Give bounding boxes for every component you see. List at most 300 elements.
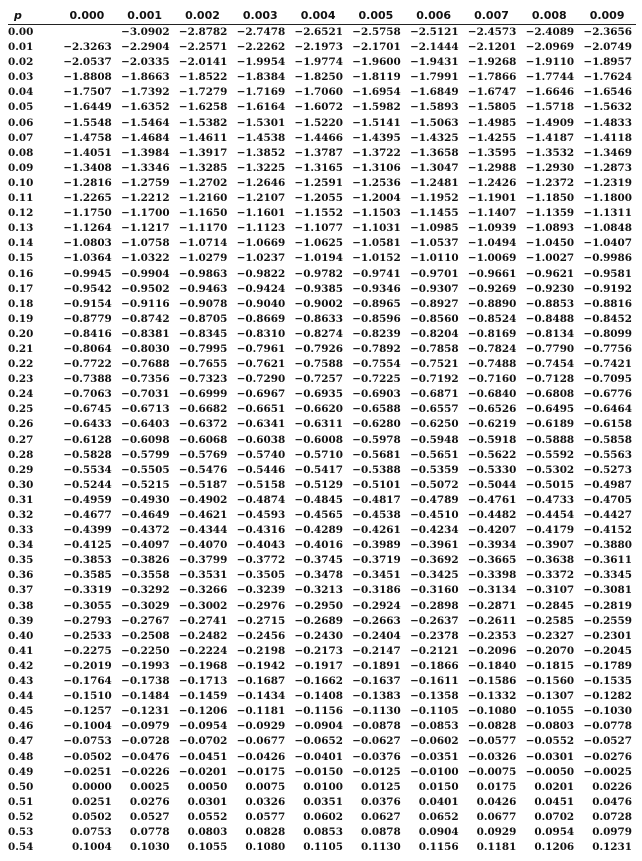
table-cell: −0.3853 [63,554,112,567]
table-cell: −0.9154 [63,297,112,310]
table-cell: −0.4070 [178,539,228,552]
table-cell: −0.9463 [178,282,228,295]
table-cell: −0.5072 [410,478,459,491]
row-label-p: 0.17 [8,282,34,295]
table-cell: −0.0954 [178,720,228,733]
table-row [8,146,636,161]
table-row [8,161,636,176]
table-cell: −1.2759 [121,176,170,189]
table-cell: −0.9116 [121,297,170,310]
table-cell: −0.9741 [352,267,401,280]
table-row [8,70,636,85]
table-cell: −0.2793 [63,614,112,627]
table-cell: −0.2404 [352,629,401,642]
table-cell: −0.6495 [525,403,575,416]
table-cell: −0.4152 [583,524,632,537]
table-cell: −0.7225 [352,373,401,386]
table-cell: −0.8779 [63,312,112,325]
table-cell: −0.1738 [121,675,170,688]
table-cell: −1.2591 [294,176,343,189]
table-cell: −0.0803 [525,720,575,733]
table-cell: −1.1552 [294,207,343,220]
table-cell: −0.3772 [236,554,286,567]
table-cell: −2.2571 [178,41,228,54]
table-row [8,719,636,734]
row-label-p: 0.37 [8,584,34,597]
row-label-p: 0.40 [8,629,34,642]
table-cell: −0.4845 [294,493,343,506]
table-cell: −0.5187 [178,478,228,491]
table-cell: −0.5330 [467,463,517,476]
table-cell: −0.9822 [236,267,286,280]
row-label-p: 0.31 [8,493,34,506]
table-row [8,25,636,41]
table-cell: 0.0075 [245,780,286,793]
table-cell: −0.2924 [352,599,401,612]
table-cell: −1.0450 [525,237,575,250]
table-cell: −0.8890 [467,297,517,310]
table-cell: −0.6557 [410,403,459,416]
table-cell: −0.5563 [583,448,632,461]
table-cell: −0.8927 [410,297,459,310]
table-cell: −1.1170 [178,222,228,235]
table-cell: 0.0602 [303,810,343,823]
row-label-p: 0.41 [8,644,34,657]
table-cell: −0.3002 [178,599,228,612]
table-cell: −0.6158 [583,418,632,431]
table-cell: −0.1637 [352,675,401,688]
table-cell: −1.3722 [352,146,401,159]
table-cell: −1.0152 [352,252,401,265]
table-cell: −0.2508 [121,629,170,642]
table-cell: −1.6546 [583,86,632,99]
table-cell: −0.4372 [121,524,170,537]
row-label-p: 0.48 [8,750,34,763]
table-cell: −0.3292 [121,584,170,597]
table-cell: −0.2045 [583,644,632,657]
table-cell: −1.1031 [352,222,401,235]
table-cell: −1.0803 [63,237,112,250]
table-cell: 0.1080 [245,841,286,854]
row-label-p: 0.29 [8,463,34,476]
table-cell: −1.0669 [236,237,286,250]
table-cell: −0.3692 [410,554,459,567]
table-cell: −0.5681 [352,448,401,461]
table-cell: −0.7095 [583,373,632,386]
table-cell: −0.4959 [63,493,112,506]
table-cell: −0.9986 [583,252,632,265]
table-cell: −0.7926 [294,342,343,355]
table-cell: −2.1973 [294,41,343,54]
table-cell: −2.0749 [583,41,632,54]
table-cell: −0.2976 [236,599,286,612]
table-cell: −1.8250 [294,71,343,84]
quantile-table [8,6,636,855]
table-cell: −0.0929 [236,720,286,733]
table-cell: −0.5978 [352,433,401,446]
table-cell: −0.2173 [294,644,343,657]
table-cell: −1.1850 [525,192,575,205]
table-cell: −0.9782 [294,267,343,280]
table-row [8,734,636,749]
table-cell: −1.7866 [467,71,517,84]
table-cell: −1.0027 [525,252,575,265]
table-cell: −0.7388 [63,373,112,386]
table-cell: −1.0364 [63,252,112,265]
table-cell: −0.7323 [178,373,228,386]
table-cell: −0.2456 [236,629,286,642]
table-cell: −0.2198 [236,644,286,657]
table-row [8,614,636,629]
table-cell: 0.0904 [418,825,459,838]
table-cell: −0.1055 [525,705,575,718]
row-label-p: 0.06 [8,116,34,129]
table-cell: −0.5388 [352,463,401,476]
table-cell: −1.2212 [121,192,170,205]
table-cell: −0.1993 [121,659,170,672]
table-cell: −0.6651 [236,403,286,416]
table-cell: −0.7488 [467,358,517,371]
table-cell: −0.0075 [467,765,517,778]
table-cell: −0.0652 [294,735,343,748]
table-cell: −0.1484 [121,690,170,703]
table-cell: −0.7961 [236,342,286,355]
table-cell: −0.7290 [236,373,286,386]
table-cell: −0.9621 [525,267,575,280]
table-cell: 0.0351 [303,795,343,808]
table-cell: −1.2265 [63,192,112,205]
table-cell: −0.8633 [294,312,343,325]
table-row [8,40,636,55]
table-cell: −0.6999 [178,388,228,401]
table-cell: −1.3408 [63,161,112,174]
table-cell: −0.8134 [525,327,575,340]
table-cell: −1.2536 [352,176,401,189]
row-label-p: 0.33 [8,524,34,537]
table-cell: −0.3989 [352,539,401,552]
table-cell: −0.2301 [583,629,632,642]
column-header-p: p [14,8,22,22]
table-cell: −0.9078 [178,297,228,310]
table-cell: 0.0276 [129,795,170,808]
table-cell: −0.4399 [63,524,112,537]
table-cell: −1.0110 [410,252,459,265]
table-row [8,327,636,342]
table-cell: −1.2426 [467,176,517,189]
table-cell: 0.0025 [129,780,170,793]
table-cell: −1.2816 [63,176,112,189]
table-cell: −1.2988 [467,161,517,174]
table-cell: −0.3907 [525,539,575,552]
table-cell: −0.5476 [178,463,228,476]
table-cell: −1.4395 [352,131,401,144]
table-cell: −0.0702 [178,735,228,748]
table-cell: 0.1105 [303,841,343,854]
table-cell: −0.3372 [525,569,575,582]
table-cell: −0.4207 [467,524,517,537]
table-cell: −0.0401 [294,750,343,763]
table-cell: −1.4118 [583,131,632,144]
table-cell: −0.5858 [583,433,632,446]
table-cell: −1.3852 [236,146,286,159]
table-row [8,191,636,206]
table-cell: −1.3285 [178,161,228,174]
table-cell: −0.9701 [410,267,459,280]
table-cell: −2.1201 [467,41,517,54]
table-cell: −0.2096 [467,644,517,657]
table-cell: −0.1687 [236,675,286,688]
row-label-p: 0.15 [8,252,34,265]
table-cell: −0.2430 [294,629,343,642]
table-cell: −0.5129 [294,478,343,491]
row-label-p: 0.01 [8,41,34,54]
table-cell: −1.5301 [236,116,286,129]
table-cell: −0.3611 [583,554,632,567]
table-cell: −1.4684 [121,131,170,144]
table-cell: −1.5464 [121,116,170,129]
table-cell: −1.4187 [525,131,575,144]
table-cell: −0.6372 [178,418,228,431]
table-cell: −0.5622 [467,448,517,461]
table-cell: −0.6526 [467,403,517,416]
table-cell: −0.5273 [583,463,632,476]
table-cell: −2.1444 [410,41,459,54]
table-cell: −0.8169 [467,327,517,340]
table-cell: 0.0677 [476,810,517,823]
table-cell: −0.1815 [525,659,575,672]
table-cell: −0.0451 [178,750,228,763]
table-cell: −1.9110 [525,56,575,69]
table-cell: −0.0552 [525,735,575,748]
table-cell: −0.2898 [410,599,459,612]
row-label-p: 0.32 [8,509,34,521]
table-cell: −0.3319 [63,584,112,597]
table-cell: −0.2611 [467,614,517,627]
table-cell: −0.6038 [236,433,286,446]
table-cell: 0.0426 [476,795,517,808]
table-cell: −0.4344 [178,524,228,537]
table-cell: −0.9661 [467,267,517,280]
table-cell: −0.3266 [178,584,228,597]
table-cell: −0.8204 [410,327,459,340]
table-cell: −0.4016 [294,539,343,552]
table-cell: −2.0969 [525,41,575,54]
table-cell: 0.1130 [361,841,401,854]
table-cell: −0.1130 [352,705,401,718]
table-cell: −0.9542 [63,282,112,295]
table-cell: −1.5382 [178,116,228,129]
table-cell: −1.4538 [236,131,286,144]
table-cell: −1.5805 [467,101,517,114]
table-cell: −1.2481 [410,176,459,189]
table-cell: −0.4125 [63,539,112,552]
table-cell: −0.5799 [121,448,170,461]
table-cell: −0.4621 [178,509,228,521]
table-cell: −0.6098 [121,433,170,446]
table-cell: −0.2663 [352,614,401,627]
row-label-p: 0.51 [8,795,34,808]
column-header: 0.009 [589,8,625,22]
table-cell: −0.6189 [525,418,575,431]
row-label-p: 0.10 [8,176,34,189]
table-cell: −1.3225 [236,161,286,174]
table-cell: 0.1055 [187,841,228,854]
table-cell: −0.6871 [410,388,459,401]
table-row [8,538,636,553]
table-cell: −0.3134 [467,584,517,597]
table-cell: −0.3081 [583,584,632,597]
column-header: 0.008 [531,8,567,22]
table-cell: 0.0803 [187,825,228,838]
table-cell: −1.2055 [294,192,343,205]
table-cell: −0.7858 [410,342,459,355]
table-cell: −2.3656 [583,26,632,38]
table-cell: −1.2873 [583,161,632,174]
row-label-p: 0.54 [8,841,34,854]
table-cell: −0.1662 [294,675,343,688]
table-cell: −0.7892 [352,342,401,355]
table-cell: −0.6128 [63,433,112,446]
table-row [8,448,636,463]
table-row [8,282,636,297]
table-cell: −0.3055 [63,599,112,612]
row-label-p: 0.05 [8,101,34,114]
row-label-p: 0.53 [8,825,34,838]
row-label-p: 0.28 [8,448,34,461]
column-header: 0.004 [300,8,336,22]
table-cell: −0.7031 [121,388,170,401]
table-row [8,236,636,251]
table-cell: −1.1700 [121,207,170,220]
row-label-p: 0.02 [8,56,34,69]
table-cell: −0.3799 [178,554,228,567]
table-cell: −1.9600 [352,56,401,69]
table-cell: −0.1891 [352,659,401,672]
table-cell: −1.9268 [467,56,517,69]
table-cell: −0.5044 [467,478,517,491]
table-cell: −0.2533 [63,629,112,642]
table-cell: −1.4985 [467,116,517,129]
row-label-p: 0.19 [8,312,34,325]
table-cell: −0.2147 [352,644,401,657]
table-cell: −0.3160 [410,584,459,597]
table-cell: −0.1004 [63,720,112,733]
table-cell: −0.2637 [410,614,459,627]
table-cell: −0.7722 [63,358,112,371]
table-cell: −0.4930 [121,493,170,506]
table-cell: −0.2741 [178,614,228,627]
table-cell: −1.2319 [583,176,632,189]
table-cell: −0.3398 [467,569,517,582]
table-cell: 0.1004 [72,841,112,854]
table-cell: −0.3239 [236,584,286,597]
table-cell: −0.0728 [121,735,170,748]
table-row [8,599,636,614]
table-row [8,342,636,357]
table-cell: −1.3106 [352,161,401,174]
table-cell: −0.8064 [63,342,112,355]
table-cell: 0.1231 [592,841,632,854]
table-row [8,689,636,704]
table-cell: −1.3469 [583,146,632,159]
table-row [8,508,636,523]
row-label-p: 0.09 [8,161,34,174]
table-cell: −0.3826 [121,554,170,567]
table-cell: −1.5548 [63,116,112,129]
table-cell: 0.0778 [129,825,170,838]
table-cell: −0.0326 [467,750,517,763]
table-row [8,221,636,236]
table-cell: −0.3425 [410,569,459,582]
table-cell: −1.0758 [121,237,170,250]
table-cell: −0.0175 [236,765,286,778]
row-label-p: 0.08 [8,146,34,159]
row-label-p: 0.25 [8,403,34,416]
table-cell: −0.0251 [63,765,112,778]
table-cell: −0.4097 [121,539,170,552]
table-row [8,750,636,765]
table-cell: −0.8596 [352,312,401,325]
table-cell: −1.0581 [352,237,401,250]
table-cell: −0.8452 [583,312,632,325]
table-cell: −0.3186 [352,584,401,597]
table-cell: −0.5651 [410,448,459,461]
header-row [8,6,636,25]
table-cell: −1.4325 [410,131,459,144]
table-cell: −1.1311 [583,207,632,220]
row-label-p: 0.42 [8,659,34,672]
table-cell: −1.7624 [583,71,632,84]
row-label-p: 0.23 [8,373,34,386]
table-cell: −1.1123 [236,222,286,235]
table-cell: −0.7790 [525,342,575,355]
table-cell: −0.9945 [63,267,112,280]
table-cell: −1.3658 [410,146,459,159]
table-cell: −0.1764 [63,675,112,688]
table-cell: −0.8853 [525,297,575,310]
table-cell: −0.4649 [121,509,170,521]
table-cell: 0.0853 [303,825,343,838]
table-cell: −0.6008 [294,433,343,446]
table-cell: −1.7507 [63,86,112,99]
table-cell: −1.5063 [410,116,459,129]
table-cell: −0.9502 [121,282,170,295]
table-cell: −2.3263 [63,41,112,54]
table-cell: −0.0577 [467,735,517,748]
table-cell: −1.2107 [236,192,286,205]
table-cell: −0.0753 [63,735,112,748]
table-cell: −1.4909 [525,116,575,129]
table-cell: −1.6258 [178,101,228,114]
row-label-p: 0.34 [8,539,34,552]
table-cell: −1.8522 [178,71,228,84]
table-cell: −0.5158 [236,478,286,491]
table-cell: −0.4454 [525,509,575,521]
table-cell: 0.0728 [592,810,632,823]
table-cell: 0.0527 [129,810,170,823]
table-cell: −1.1901 [467,192,517,205]
table-cell: −1.4833 [583,116,632,129]
table-cell: −0.7063 [63,388,112,401]
table-cell: −0.6808 [525,388,575,401]
table-cell: −0.2715 [236,614,286,627]
table-cell: −1.7991 [410,71,459,84]
table-row [8,312,636,327]
table-cell: −0.0301 [525,750,575,763]
table-cell: −0.3531 [178,569,228,582]
table-cell: −0.1789 [583,659,632,672]
row-label-p: 0.39 [8,614,34,627]
